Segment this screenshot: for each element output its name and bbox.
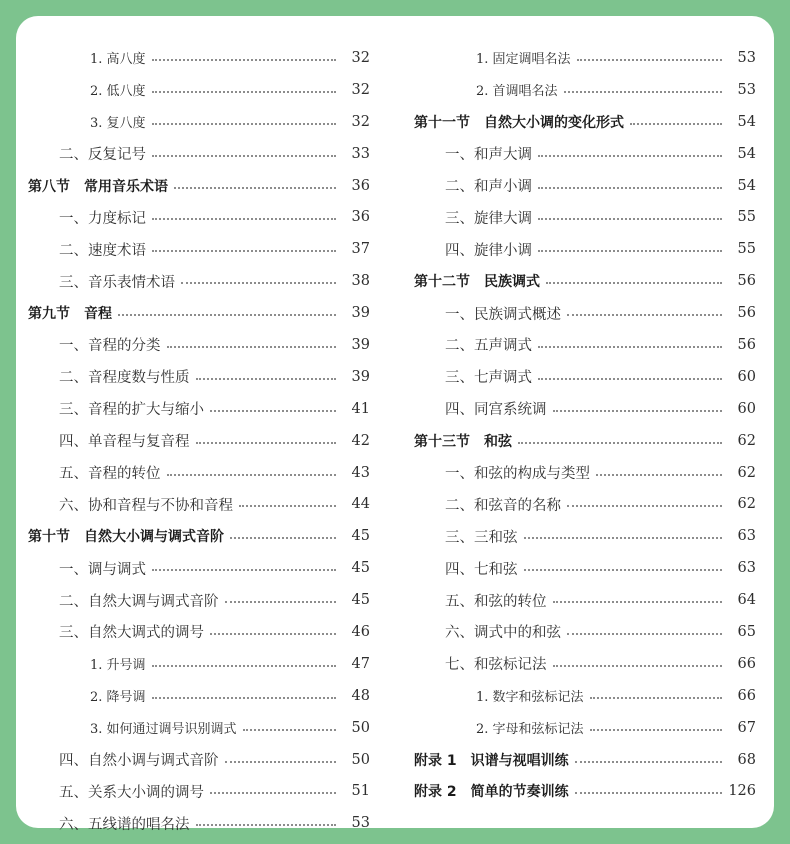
toc-entry-title: 六、调式中的和弦 [445, 625, 561, 642]
toc-entry [28, 744, 370, 776]
toc-entry [414, 170, 756, 202]
toc-entry-title: 一、音程的分类 [59, 338, 161, 355]
dot-leader [553, 410, 723, 412]
dot-leader [630, 123, 722, 125]
toc-entry-title: 二、自然大调与调式音阶 [59, 593, 219, 610]
toc-entry-title: 四、同宫系统调 [445, 402, 547, 419]
toc-entry [28, 584, 370, 616]
toc-page-number: 55 [737, 209, 756, 226]
toc-entry-title: 一、力度标记 [59, 210, 146, 227]
dot-leader [225, 601, 337, 603]
dot-leader [196, 824, 337, 826]
toc-entry-title: 三、音程的扩大与缩小 [59, 402, 204, 419]
toc-page-number: 46 [351, 623, 370, 640]
dot-leader [152, 59, 336, 61]
dot-leader [210, 410, 336, 412]
toc-entry-title: 三、三和弦 [445, 529, 518, 546]
toc-entry [414, 201, 756, 233]
toc-entry-title: 3. 复八度 [90, 116, 146, 132]
dot-leader [590, 729, 722, 731]
dot-leader [567, 314, 722, 316]
toc-entry [414, 138, 756, 170]
dot-leader [596, 474, 722, 476]
toc-entry [414, 648, 756, 680]
dot-leader [567, 505, 722, 507]
toc-page-number: 36 [351, 177, 370, 194]
toc-entry-title: 第十三节 和弦 [414, 433, 512, 450]
toc-page-number: 60 [737, 368, 756, 385]
toc-page-number: 36 [351, 209, 370, 226]
dot-leader [225, 761, 337, 763]
toc-entry [28, 393, 370, 425]
toc-entry-title: 第十一节 自然大小调的变化形式 [414, 114, 624, 131]
toc-page-number: 126 [728, 783, 756, 800]
toc-page-number: 66 [737, 687, 756, 704]
toc-page-number: 53 [737, 81, 756, 98]
toc-entry-title: 1. 固定调唱名法 [476, 52, 571, 68]
toc-entry-title: 四、单音程与复音程 [59, 434, 190, 451]
toc-entry-title: 二、音程度数与性质 [59, 370, 190, 387]
toc-page-number: 32 [351, 49, 370, 66]
toc-entry [28, 807, 370, 839]
dot-leader [181, 282, 336, 284]
toc-entry [28, 329, 370, 361]
dot-leader [152, 665, 336, 667]
toc-entry-title: 2. 字母和弦标记法 [476, 722, 584, 738]
toc-page-number: 56 [737, 305, 756, 322]
toc-entry-title: 第九节 音程 [28, 306, 112, 323]
dot-leader [575, 761, 722, 763]
toc-entry [414, 233, 756, 265]
toc-entry-title: 三、七声调式 [445, 370, 532, 387]
toc-entry-title: 五、和弦的转位 [445, 593, 547, 610]
toc-entry [414, 488, 756, 520]
toc-page-number: 39 [351, 336, 370, 353]
toc-entry [414, 552, 756, 584]
toc-page-number: 56 [737, 273, 756, 290]
toc-entry [28, 42, 370, 74]
toc-page-number: 32 [351, 113, 370, 130]
toc-entry [28, 648, 370, 680]
toc-section-heading [414, 775, 756, 807]
toc-section-heading [28, 297, 370, 329]
dot-leader [210, 792, 336, 794]
dot-leader [538, 187, 722, 189]
toc-entry-title: 2. 低八度 [90, 84, 146, 100]
toc-entry [414, 616, 756, 648]
toc-entry [414, 42, 756, 74]
toc-entry [28, 425, 370, 457]
toc-entry [28, 457, 370, 489]
toc-page-number: 60 [737, 400, 756, 417]
toc-entry-title: 第十二节 民族调式 [414, 274, 540, 291]
toc-entry-title: 二、和声小调 [445, 179, 532, 195]
toc-page-number: 32 [351, 81, 370, 98]
dot-leader [538, 250, 722, 252]
toc-page-number: 55 [737, 241, 756, 258]
toc-entry-title: 附录 1 识谱与视唱训练 [414, 752, 569, 769]
toc-page-number: 54 [737, 113, 756, 130]
toc-page-number: 33 [351, 145, 370, 162]
dot-leader [524, 569, 723, 571]
toc-section-heading [28, 520, 370, 552]
toc-entry-title: 五、音程的转位 [59, 466, 161, 483]
toc-entry-title: 一、调与调式 [59, 561, 146, 578]
toc-entry [28, 712, 370, 744]
toc-section-heading [414, 425, 756, 457]
toc-entry [414, 74, 756, 106]
toc-page-number: 66 [737, 655, 756, 672]
toc-page-number: 42 [351, 432, 370, 449]
toc-page-number: 53 [737, 49, 756, 66]
toc-entry-title: 二、速度术语 [59, 242, 146, 259]
toc-page-number: 62 [737, 432, 756, 449]
toc-page-number: 41 [351, 400, 370, 417]
toc-page-number: 50 [351, 719, 370, 736]
toc-page-number: 68 [737, 751, 756, 768]
toc-entry [28, 552, 370, 584]
dot-leader [174, 187, 336, 189]
toc-entry-title: 三、旋律大调 [445, 210, 532, 227]
toc-page-number: 62 [737, 464, 756, 481]
toc-page [16, 16, 774, 833]
toc-page-number: 51 [351, 783, 370, 800]
toc-page-number: 63 [737, 528, 756, 545]
dot-leader [167, 346, 337, 348]
toc-entry-title: 七、和弦标记法 [445, 657, 547, 674]
dot-leader [577, 59, 722, 61]
dot-leader [538, 155, 722, 157]
toc-entry [28, 233, 370, 265]
toc-entry [28, 680, 370, 712]
toc-entry-title: 第八节 常用音乐术语 [28, 178, 168, 195]
toc-entry-title: 1. 数字和弦标记法 [476, 690, 584, 706]
dot-leader [524, 537, 723, 539]
dot-leader [518, 442, 722, 444]
dot-leader [118, 314, 336, 316]
dot-leader [538, 218, 722, 220]
toc-page-number: 45 [351, 592, 370, 609]
toc-entry-title: 四、自然小调与调式音阶 [59, 753, 219, 770]
toc-page-number: 63 [737, 560, 756, 577]
toc-entry-title: 二、五声调式 [445, 338, 532, 355]
toc-section-heading [414, 106, 756, 138]
toc-entry-title: 二、和弦音的名称 [445, 497, 561, 514]
toc-entry [414, 712, 756, 744]
toc-entry-title: 一、和声大调 [445, 147, 532, 164]
toc-page-number: 65 [737, 623, 756, 640]
toc-entry-title: 1. 高八度 [90, 52, 146, 68]
dot-leader [590, 697, 722, 699]
toc-page-number: 45 [351, 560, 370, 577]
toc-page-number: 38 [351, 273, 370, 290]
toc-entry [28, 74, 370, 106]
toc-section-heading [28, 170, 370, 202]
dot-leader [538, 346, 722, 348]
dot-leader [152, 91, 336, 93]
toc-entry [28, 488, 370, 520]
toc-page-number: 56 [737, 336, 756, 353]
toc-entry [414, 361, 756, 393]
toc-entry [28, 201, 370, 233]
toc-entry-title: 六、五线谱的唱名法 [59, 816, 190, 833]
toc-section-heading [414, 265, 756, 297]
toc-entry [414, 297, 756, 329]
toc-page-number: 50 [351, 751, 370, 768]
dot-leader [553, 665, 723, 667]
toc-entry-title: 六、协和音程与不协和音程 [59, 497, 233, 514]
toc-page-number: 64 [737, 592, 756, 609]
dot-leader [553, 601, 723, 603]
toc-entry [414, 680, 756, 712]
dot-leader [567, 633, 722, 635]
dot-leader [152, 123, 336, 125]
dot-leader [239, 505, 336, 507]
toc-entry-title: 第十节 自然大小调与调式音阶 [28, 529, 224, 546]
toc-entry-title: 2. 首调唱名法 [476, 84, 558, 100]
toc-page-number: 43 [351, 464, 370, 481]
toc-entry-title: 三、音乐表情术语 [59, 274, 175, 291]
toc-page-number: 54 [737, 145, 756, 162]
dot-leader [152, 250, 336, 252]
toc-section-heading [414, 744, 756, 776]
dot-leader [152, 218, 336, 220]
toc-entry-title: 一、和弦的构成与类型 [445, 466, 590, 483]
dot-leader [564, 91, 722, 93]
dot-leader [210, 633, 336, 635]
toc-entry-title: 四、旋律小调 [445, 242, 532, 259]
toc-entry-title: 1. 升号调 [90, 658, 146, 674]
toc-left-column [28, 42, 370, 839]
toc-entry [28, 361, 370, 393]
toc-entry-title: 二、反复记号 [59, 147, 146, 164]
toc-entry [414, 520, 756, 552]
dot-leader [575, 792, 722, 794]
toc-page-number: 44 [351, 496, 370, 513]
toc-entry [414, 584, 756, 616]
toc-page-number: 53 [351, 815, 370, 832]
dot-leader [167, 474, 337, 476]
toc-entry-title: 四、七和弦 [445, 561, 518, 578]
toc-right-column [414, 42, 756, 807]
toc-entry [28, 775, 370, 807]
dot-leader [230, 537, 336, 539]
toc-page-number: 39 [351, 368, 370, 385]
dot-leader [196, 378, 337, 380]
toc-entry [414, 457, 756, 489]
toc-entry [28, 106, 370, 138]
dot-leader [152, 697, 336, 699]
toc-page-number: 47 [351, 655, 370, 672]
toc-entry-title: 五、关系大小调的调号 [59, 784, 204, 801]
toc-entry [28, 265, 370, 297]
toc-page-number: 48 [351, 687, 370, 704]
toc-page-number: 54 [737, 177, 756, 194]
toc-entry-title: 2. 降号调 [90, 690, 146, 706]
toc-entry [28, 616, 370, 648]
dot-leader [152, 569, 336, 571]
toc-entry-title: 一、民族调式概述 [445, 306, 561, 323]
toc-page-number: 45 [351, 528, 370, 545]
dot-leader [196, 442, 337, 444]
toc-page-number: 62 [737, 496, 756, 513]
toc-entry [414, 329, 756, 361]
dot-leader [243, 729, 336, 731]
toc-entry-title: 三、自然大调式的调号 [59, 625, 204, 642]
dot-leader [152, 155, 336, 157]
toc-entry-title: 附录 2 简单的节奏训练 [414, 784, 569, 801]
toc-entry-title: 3. 如何通过调号识别调式 [90, 722, 237, 738]
toc-page-number: 39 [351, 305, 370, 322]
dot-leader [546, 282, 722, 284]
toc-page-number: 67 [737, 719, 756, 736]
toc-entry [28, 138, 370, 170]
dot-leader [538, 378, 722, 380]
toc-page-number: 37 [351, 241, 370, 258]
toc-entry [414, 393, 756, 425]
